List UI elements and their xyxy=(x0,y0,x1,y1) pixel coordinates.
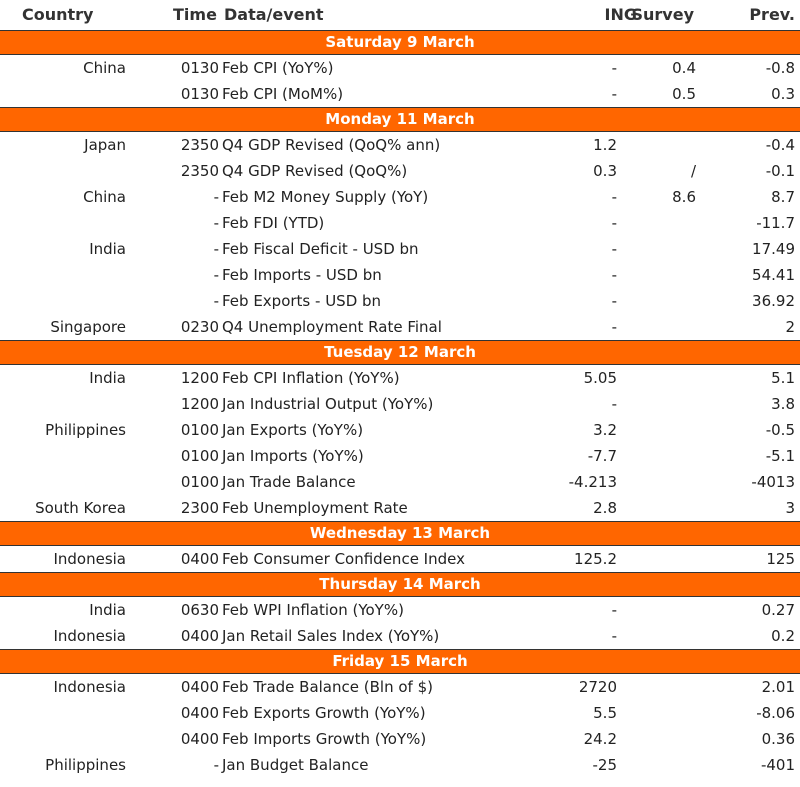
cell-ing: 0.3 xyxy=(593,162,617,180)
cell-time: - xyxy=(213,240,219,258)
cell-event: Feb M2 Money Supply (YoY) xyxy=(222,188,429,206)
cell-prev: -0.5 xyxy=(765,421,795,439)
cell-event: Feb CPI (MoM%) xyxy=(222,85,344,103)
cell-time: - xyxy=(213,292,219,310)
table-row xyxy=(0,210,800,236)
cell-time: 0400 xyxy=(180,550,219,568)
cell-time: 2350 xyxy=(180,162,219,180)
day-header: Saturday 9 March xyxy=(0,30,800,55)
cell-prev: 125 xyxy=(766,550,795,568)
table-row xyxy=(0,597,800,623)
cell-country: Indonesia xyxy=(53,678,126,696)
cell-country: Indonesia xyxy=(53,550,126,568)
table-row xyxy=(0,236,800,262)
header-event: Data/event xyxy=(224,5,324,24)
header-ing: ING xyxy=(604,5,637,24)
cell-prev: 3.8 xyxy=(771,395,795,413)
cell-ing: -7.7 xyxy=(587,447,617,465)
cell-country: Japan xyxy=(84,136,126,154)
cell-time: 0630 xyxy=(180,601,219,619)
cell-prev: -0.8 xyxy=(765,59,795,77)
cell-prev: -4013 xyxy=(751,473,795,491)
cell-event: Feb Exports Growth (YoY%) xyxy=(222,704,426,722)
cell-prev: -5.1 xyxy=(765,447,795,465)
cell-prev: 8.7 xyxy=(771,188,795,206)
cell-ing: - xyxy=(611,395,617,413)
cell-event: Jan Trade Balance xyxy=(222,473,356,491)
cell-event: Feb CPI (YoY%) xyxy=(222,59,334,77)
cell-time: 0100 xyxy=(180,421,219,439)
cell-time: 0400 xyxy=(180,678,219,696)
cell-event: Feb Unemployment Rate xyxy=(222,499,408,517)
cell-ing: - xyxy=(611,188,617,206)
cell-prev: 2.01 xyxy=(761,678,795,696)
header-survey: Survey xyxy=(631,5,694,24)
cell-country: India xyxy=(89,240,126,258)
cell-survey: 8.6 xyxy=(672,188,696,206)
cell-ing: 1.2 xyxy=(593,136,617,154)
cell-ing: 5.5 xyxy=(593,704,617,722)
cell-event: Feb Imports Growth (YoY%) xyxy=(222,730,427,748)
cell-prev: -0.1 xyxy=(765,162,795,180)
cell-country: Singapore xyxy=(50,318,126,336)
cell-event: Feb FDI (YTD) xyxy=(222,214,325,232)
day-header: Tuesday 12 March xyxy=(0,340,800,365)
day-header: Wednesday 13 March xyxy=(0,521,800,546)
cell-event: Feb Consumer Confidence Index xyxy=(222,550,465,568)
cell-ing: - xyxy=(611,240,617,258)
cell-prev: 2 xyxy=(785,318,795,336)
cell-ing: - xyxy=(611,601,617,619)
cell-ing: - xyxy=(611,214,617,232)
cell-time: - xyxy=(213,266,219,284)
cell-ing: 125.2 xyxy=(574,550,617,568)
cell-survey: 0.4 xyxy=(672,59,696,77)
cell-prev: 54.41 xyxy=(752,266,795,284)
cell-ing: 2720 xyxy=(578,678,617,696)
cell-event: Jan Industrial Output (YoY%) xyxy=(222,395,434,413)
cell-time: 0100 xyxy=(180,473,219,491)
cell-country: Philippines xyxy=(45,756,126,774)
header-time: Time xyxy=(173,5,217,24)
cell-time: 1200 xyxy=(180,395,219,413)
cell-country: China xyxy=(83,188,126,206)
cell-time: - xyxy=(213,756,219,774)
cell-time: 2350 xyxy=(180,136,219,154)
table-row xyxy=(0,158,800,184)
cell-prev: 36.92 xyxy=(752,292,795,310)
table-row xyxy=(0,443,800,469)
cell-prev: -0.4 xyxy=(765,136,795,154)
cell-ing: - xyxy=(611,85,617,103)
table-row xyxy=(0,726,800,752)
cell-ing: 24.2 xyxy=(583,730,617,748)
cell-prev: 0.2 xyxy=(771,627,795,645)
table-row xyxy=(0,55,800,81)
cell-prev: 5.1 xyxy=(771,369,795,387)
cell-prev: 17.49 xyxy=(752,240,795,258)
header-country: Country xyxy=(22,5,94,24)
cell-time: 0100 xyxy=(180,447,219,465)
cell-time: 0400 xyxy=(180,704,219,722)
cell-event: Feb Fiscal Deficit - USD bn xyxy=(222,240,419,258)
cell-ing: - xyxy=(611,292,617,310)
table-row xyxy=(0,417,800,443)
header-row xyxy=(0,0,800,30)
day-header: Monday 11 March xyxy=(0,107,800,132)
cell-country: China xyxy=(83,59,126,77)
table-row xyxy=(0,674,800,700)
table-row xyxy=(0,262,800,288)
table-row xyxy=(0,184,800,210)
cell-event: Q4 GDP Revised (QoQ% ann) xyxy=(222,136,441,154)
cell-event: Feb CPI Inflation (YoY%) xyxy=(222,369,400,387)
cell-survey: 0.5 xyxy=(672,85,696,103)
cell-time: 0130 xyxy=(180,85,219,103)
cell-prev: -8.06 xyxy=(756,704,795,722)
table-row xyxy=(0,752,800,778)
cell-prev: 0.36 xyxy=(761,730,795,748)
day-header: Thursday 14 March xyxy=(0,572,800,597)
cell-country: Indonesia xyxy=(53,627,126,645)
cell-ing: - xyxy=(611,318,617,336)
table-row xyxy=(0,700,800,726)
cell-event: Jan Exports (YoY%) xyxy=(222,421,364,439)
table-row xyxy=(0,365,800,391)
cell-time: 0230 xyxy=(180,318,219,336)
cell-event: Feb Imports - USD bn xyxy=(222,266,382,284)
cell-ing: 3.2 xyxy=(593,421,617,439)
cell-country: India xyxy=(89,369,126,387)
cell-event: Jan Imports (YoY%) xyxy=(222,447,364,465)
table-row xyxy=(0,469,800,495)
cell-time: 0400 xyxy=(180,730,219,748)
table-row xyxy=(0,495,800,521)
cell-prev: 0.27 xyxy=(761,601,795,619)
cell-ing: - xyxy=(611,627,617,645)
table-body xyxy=(0,30,800,778)
table-row xyxy=(0,81,800,107)
table-row xyxy=(0,132,800,158)
cell-time: 1200 xyxy=(180,369,219,387)
cell-time: - xyxy=(213,188,219,206)
cell-event: Jan Budget Balance xyxy=(222,756,369,774)
table-row xyxy=(0,623,800,649)
cell-prev: 0.3 xyxy=(771,85,795,103)
header-prev: Prev. xyxy=(749,5,795,24)
cell-time: - xyxy=(213,214,219,232)
cell-prev: 3 xyxy=(785,499,795,517)
cell-event: Feb WPI Inflation (YoY%) xyxy=(222,601,404,619)
cell-ing: - xyxy=(611,266,617,284)
cell-event: Q4 GDP Revised (QoQ%) xyxy=(222,162,408,180)
cell-time: 0130 xyxy=(180,59,219,77)
cell-time: 2300 xyxy=(180,499,219,517)
table-row xyxy=(0,546,800,572)
cell-time: 0400 xyxy=(180,627,219,645)
cell-survey: / xyxy=(690,162,696,180)
cell-event: Feb Exports - USD bn xyxy=(222,292,382,310)
table-row xyxy=(0,288,800,314)
table-row xyxy=(0,391,800,417)
cell-country: India xyxy=(89,601,126,619)
cell-ing: -4.213 xyxy=(568,473,617,491)
cell-event: Jan Retail Sales Index (YoY%) xyxy=(222,627,440,645)
day-header: Friday 15 March xyxy=(0,649,800,674)
cell-event: Feb Trade Balance (Bln of $) xyxy=(222,678,433,696)
cell-ing: 2.8 xyxy=(593,499,617,517)
cell-country: Philippines xyxy=(45,421,126,439)
cell-event: Q4 Unemployment Rate Final xyxy=(222,318,442,336)
cell-ing: -25 xyxy=(592,756,617,774)
cell-ing: 5.05 xyxy=(583,369,617,387)
cell-country: South Korea xyxy=(35,499,126,517)
cell-prev: -401 xyxy=(760,756,795,774)
cell-ing: - xyxy=(611,59,617,77)
table-row xyxy=(0,314,800,340)
cell-prev: -11.7 xyxy=(756,214,795,232)
